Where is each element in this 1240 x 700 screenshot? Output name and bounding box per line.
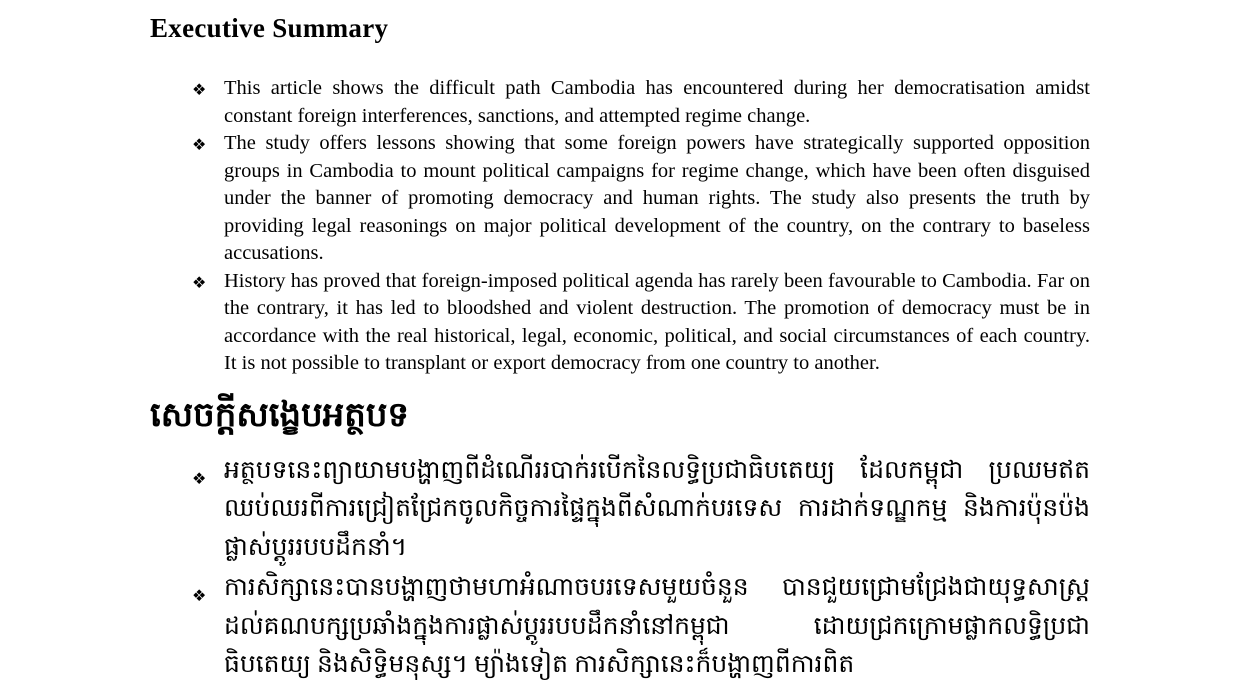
english-bullet-text: History has proved that foreign-imposed political agenda has rarely been favourable to Cambodia. Far on the contrary, it has led to bloodshed and violent destruction. The promotion of democracy must be in accordance with the real historical, legal, economic, political, and social circumstances of each country. It is not possible to transplant or export democracy from one country to another. [224,269,1090,374]
bullet-diamond-icon: ❖ [192,272,207,292]
khmer-bullet-item [150,452,1090,568]
english-bullet-item [150,130,1090,268]
khmer-bullet-text: ការសិក្សានេះបានបង្ហាញថាមហាអំណាចបរទេសមួយចំនួន បានជួយជ្រោមជ្រែងជាយុទ្ធសាស្ត្រដល់គណបក្សប្រឆាំងក្នុងការផ្លាស់ប្តូររបបដឹកនាំនៅកម្ពុជា ដោយជ្រកក្រោមផ្លាកលទ្ធិប្រជាធិបតេយ្យ និងសិទ្ធិមនុស្ស។ ម្យ៉ាងទៀត ការសិក្សានេះក៏បង្ហាញពីការពិត [224,574,1090,678]
bullet-diamond-icon: ❖ [192,80,207,99]
bullet-diamond-icon: ❖ [192,468,207,488]
english-bullet-item [150,268,1090,378]
khmer-bullet-text: អត្ថបទនេះព្យាយាមបង្ហាញពីដំណើររបាក់របើកនៃលទ្ធិប្រជាធិបតេយ្យ ដែលកម្ពុជា ប្រឈមឥតឈប់ឈរពីការជ្រៀតជ្រែកចូលកិច្ចការផ្ទៃក្នុងពីសំណាក់បរទេស ការដាក់ទណ្ឌកម្ម និងការប៉ុនប៉ងផ្លាស់ប្តូររបបដឹកនាំ។ [224,456,1090,561]
english-bullet-text: This article shows the difficult path Cambodia has encountered during her democratisation amidst constant foreign interferences, sanctions, and attempted regime change. [224,77,1090,127]
khmer-bullet-item [150,569,1090,685]
khmer-section-heading: សេចក្តីសង្ខេបអត្ថបទ [150,396,409,434]
bullet-diamond-icon: ❖ [192,586,207,605]
bullet-diamond-icon: ❖ [192,135,207,154]
english-bullet-list [150,75,1090,378]
khmer-bullet-list [150,452,1090,685]
english-bullet-text: The study offers lessons showing that some foreign powers have strategically supported opposition groups in Cambodia to mount political campaigns for regime change, which have been often disguised under the banner of promoting democracy and human rights. The study also presents the truth by providing legal reasonings on major political development of the country, on the contrary to baseless accusations. [224,132,1090,264]
english-bullet-item [150,75,1090,130]
english-section-heading: Executive Summary [150,13,389,43]
